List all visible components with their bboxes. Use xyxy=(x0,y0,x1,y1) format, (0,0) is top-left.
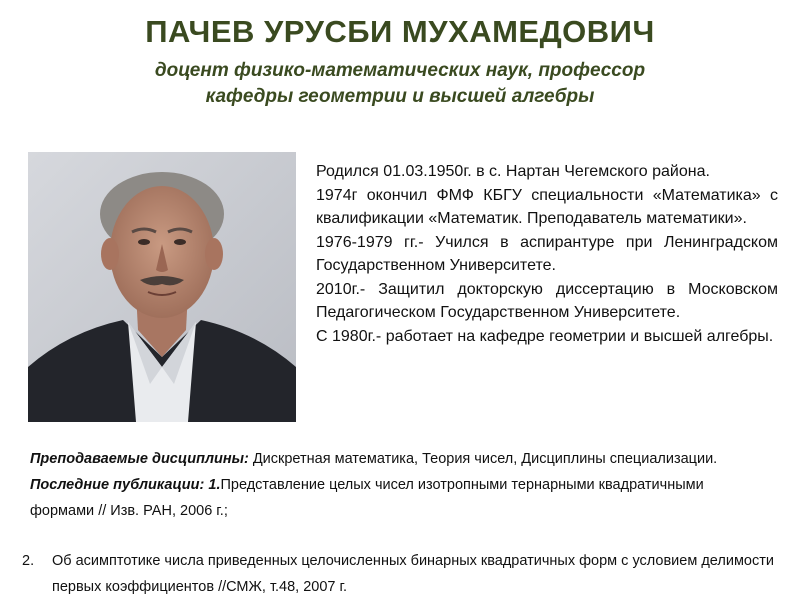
bio-postgraduate: 1976-1979 гг.- Учился в аспирантуре при Ленинградском Государственном Университете. xyxy=(316,233,778,274)
disciplines-paragraph xyxy=(30,446,770,472)
publication-2-number: 2. xyxy=(22,553,35,569)
teaching-and-publications xyxy=(30,446,770,524)
disciplines-label: Преподаваемые дисциплины: xyxy=(30,451,249,467)
bio-work: С 1980г.- работает на кафедре геометрии и высшей алгебры. xyxy=(316,327,774,345)
bio-graduation: 1974г окончил ФМФ КБГУ специальности «Математика» с квалификации «Математик. Преподаватель математики». xyxy=(316,186,778,227)
bio-dissertation: 2010г.- Защитил докторскую диссертацию в Московском Педагогическом Государственном Университете. xyxy=(316,280,778,321)
position-line-1: доцент физико-математических наук, профессор xyxy=(154,60,646,81)
portrait-photo xyxy=(28,152,296,422)
position-line-2: кафедры геометрии и высшей алгебры xyxy=(205,86,595,107)
publication-1: Представление целых чисел изотропными тернарными квадратичными формами // Изв. РАН, 2006 г.; xyxy=(30,477,704,519)
publications-paragraph xyxy=(30,472,770,524)
publication-2: Об асимптотике числа приведенных целочисленных бинарных квадратичных форм с условием делимости первых коэффициентов //СМЖ, т.48, 2007 г. xyxy=(52,553,774,595)
bio-birth: Родился 01.03.1950г. в с. Нартан Чегемского района. xyxy=(316,163,710,180)
biography xyxy=(316,160,778,348)
disciplines-text: Дискретная математика, Теория чисел, Дисциплины специализации. xyxy=(248,451,718,467)
publications-label: Последние публикации: 1. xyxy=(30,477,221,493)
publication-2-item xyxy=(22,548,782,600)
person-name: ПАЧЕВ УРУСБИ МУХАМЕДОВИЧ xyxy=(145,14,655,49)
